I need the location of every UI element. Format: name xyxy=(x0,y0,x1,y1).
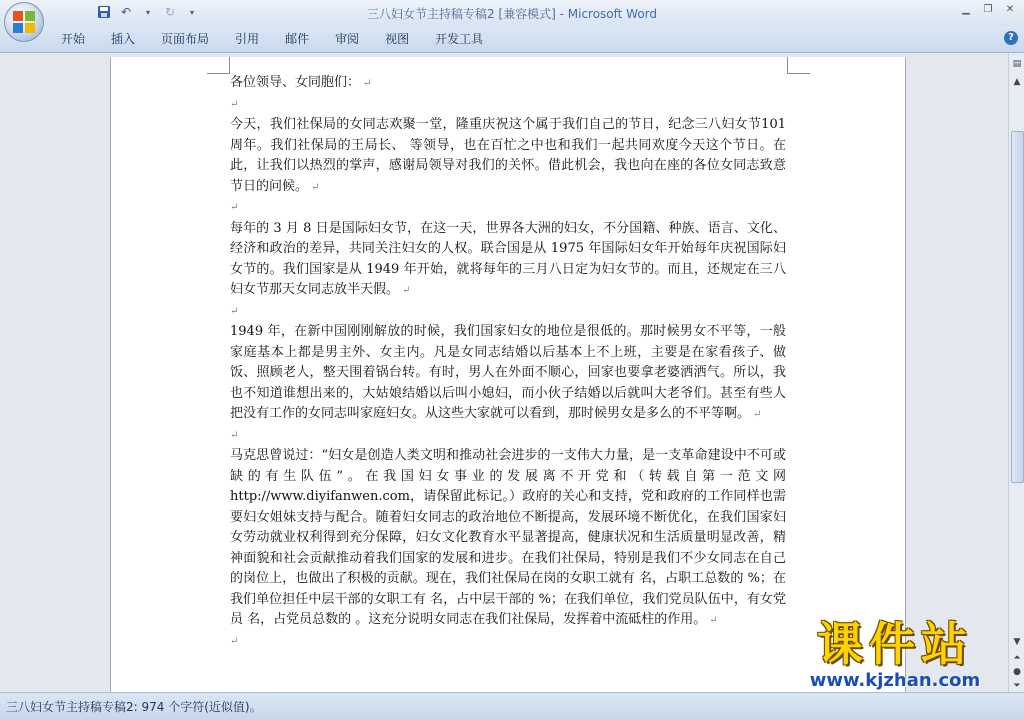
paragraph-1-text: 今天，我们社保局的女同志欢聚一堂，隆重庆祝这个属于我们自己的节日，纪念三八妇女节101 周年。我们社保局的王局长、 等领导，也在百忙之中也和我们一起共同欢度今天这个节日。在此，让我们以热烈的掌声，感谢局领导对我们的关怀。借此机会，我也向在座的各位女同志致意节日的问候。 xyxy=(230,117,786,194)
tab-page-layout[interactable]: 页面布局 xyxy=(161,32,210,46)
app-name: Microsoft Word xyxy=(567,7,658,21)
paragraph-3 xyxy=(230,322,786,426)
paragraph-mark-icon: ↵ xyxy=(230,202,239,213)
watermark-title: 课件站 xyxy=(817,617,973,671)
paragraph-greeting xyxy=(230,73,786,95)
tab-mailings[interactable]: 邮件 xyxy=(285,32,310,46)
crop-mark-top-right xyxy=(787,57,810,74)
window-title xyxy=(0,5,1024,22)
watermark-logo xyxy=(770,618,1020,690)
paragraph-2 xyxy=(230,219,786,302)
paragraph-mark-icon: ↵ xyxy=(709,615,718,626)
window-controls xyxy=(956,2,1020,16)
tab-view[interactable]: 视图 xyxy=(385,32,410,46)
tab-developer[interactable]: 开发工具 xyxy=(435,32,484,46)
paragraph-1 xyxy=(230,115,786,198)
document-workspace xyxy=(0,53,1008,692)
dropdown-arrow-icon[interactable]: ▾ xyxy=(145,7,150,17)
title-bar xyxy=(0,0,1024,26)
document-title: 三八妇女节主持稿专稿2 [兼容模式] xyxy=(366,7,556,21)
document-page[interactable] xyxy=(110,57,906,697)
title-separator: - xyxy=(555,7,568,21)
tab-home[interactable]: 开始 xyxy=(61,32,86,46)
tab-references[interactable]: 引用 xyxy=(235,32,260,46)
ruler-toggle-icon[interactable]: ▤ xyxy=(1012,59,1022,69)
ribbon-tab-bar xyxy=(0,26,1024,53)
crop-mark-top-left xyxy=(207,57,230,74)
document-body[interactable] xyxy=(230,73,786,652)
paragraph-mark-icon: ↵ xyxy=(363,78,372,89)
next-page-icon[interactable]: ⏷ xyxy=(1013,681,1021,691)
scroll-up-icon[interactable]: ▲ xyxy=(1013,77,1021,87)
scrollbar-thumb[interactable] xyxy=(1011,131,1024,483)
tab-review[interactable]: 审阅 xyxy=(335,32,360,46)
paragraph-mark-icon: ↵ xyxy=(230,429,239,441)
status-word-count[interactable]: 三八妇女节主持稿专稿2: 974 个字符(近似值)。 xyxy=(6,700,262,714)
vertical-scrollbar[interactable] xyxy=(1008,53,1024,692)
status-bar xyxy=(0,692,1024,719)
paragraph-4 xyxy=(230,446,786,632)
paragraph-mark-icon: ↵ xyxy=(230,305,239,317)
undo-icon[interactable]: ↶ xyxy=(120,5,132,19)
paragraph-4-text: 马克思曾说过：“妇女是创造人类文明和推动社会进步的一支伟大力量，是一支革命建设中不可或缺的有生队伍”。在我国妇女事业的发展离不开党和（转载自第一范文网http://www.diyifanwen.com，请保留此标记。）政府的关心和支持，党和政府的工作同样也需要妇女姐妹支持与配合。随着妇女同志的政治地位不断提高，发展环境不断优化，在我们国家妇女劳动就业权利得到充分保障，妇女文化教育水平显著提高，健康状况和生活质量明显改善，精神面貌和社会贡献推动着我们国家的发展和进步。在我们社保局，特别是我们不少女同志在自己的岗位上，也做出了积极的贡献。现在，我们社保局在岗的女职工就有 名，占职工总数的 %；在我们单位担任中层干部的女职工有 名，占中层干部的 %；在我们单位，我们党员队伍中，有女党员 名，占党员总数的 。这充分说明女同志在我们社保局，发挥着中流砥柱的作用。 xyxy=(230,448,786,627)
paragraph-3-text: 1949 年，在新中国刚刚解放的时候，我们国家妇女的地位是很低的。那时候男女不平等，一般家庭基本上都是男主外、女主内。凡是女同志结婚以后基本上不上班，主要是在家看孩子、做饭、照顾老人，整天围着锅台转。有时，男人在外面不顺心，回家也要拿老婆洒洒气。所以，我也不知道谁想出来的，大姑娘结婚以后叫小媳妇，而小伙子结婚以后就叫大老爷们。甚至有些人把没有工作的女同志叫家庭妇女。从这些大家就可以看到，那时候男女是多么的不平等啊。 xyxy=(230,324,786,421)
help-icon[interactable]: ? xyxy=(1004,31,1018,45)
previous-page-icon[interactable]: ⏶ xyxy=(1013,653,1021,663)
paragraph-mark-icon: ↵ xyxy=(753,409,762,420)
restore-icon[interactable]: ❐ xyxy=(983,3,993,15)
tab-insert[interactable]: 插入 xyxy=(111,32,136,46)
browse-object-icon[interactable]: ● xyxy=(1013,667,1021,677)
ribbon-tabs xyxy=(48,32,496,46)
watermark-url: www.kjzhan.com xyxy=(809,670,981,691)
scroll-down-icon[interactable]: ▼ xyxy=(1013,637,1021,647)
paragraph-mark-icon: ↵ xyxy=(230,98,239,110)
paragraph-mark-icon: ↵ xyxy=(230,635,239,647)
office-logo-icon xyxy=(13,11,35,33)
office-button[interactable] xyxy=(4,2,44,42)
customize-qat-icon[interactable]: ▾ xyxy=(189,7,194,17)
greeting-text: 各位领导、女同胞们： xyxy=(230,75,361,90)
close-icon[interactable]: ✕ xyxy=(1005,3,1015,15)
paragraph-mark-icon: ↵ xyxy=(402,285,411,296)
redo-icon[interactable]: ↻ xyxy=(164,5,176,19)
paragraph-2-text: 每年的 3 月 8 日是国际妇女节，在这一天，世界各大洲的妇女，不分国籍、种族、语言、文化、经济和政治的差异，共同关注妇女的人权。联合国是从 1975 年国际妇女年开始每年庆祝国际妇女节的。我们国家是从 1949 年开始，就将每年的三月八日定为妇女节的。而且，还规定在三八妇女节那天女同志放半天假。 xyxy=(230,220,786,297)
minimize-icon[interactable]: ▁ xyxy=(962,3,970,15)
paragraph-mark-icon: ↵ xyxy=(311,181,320,193)
